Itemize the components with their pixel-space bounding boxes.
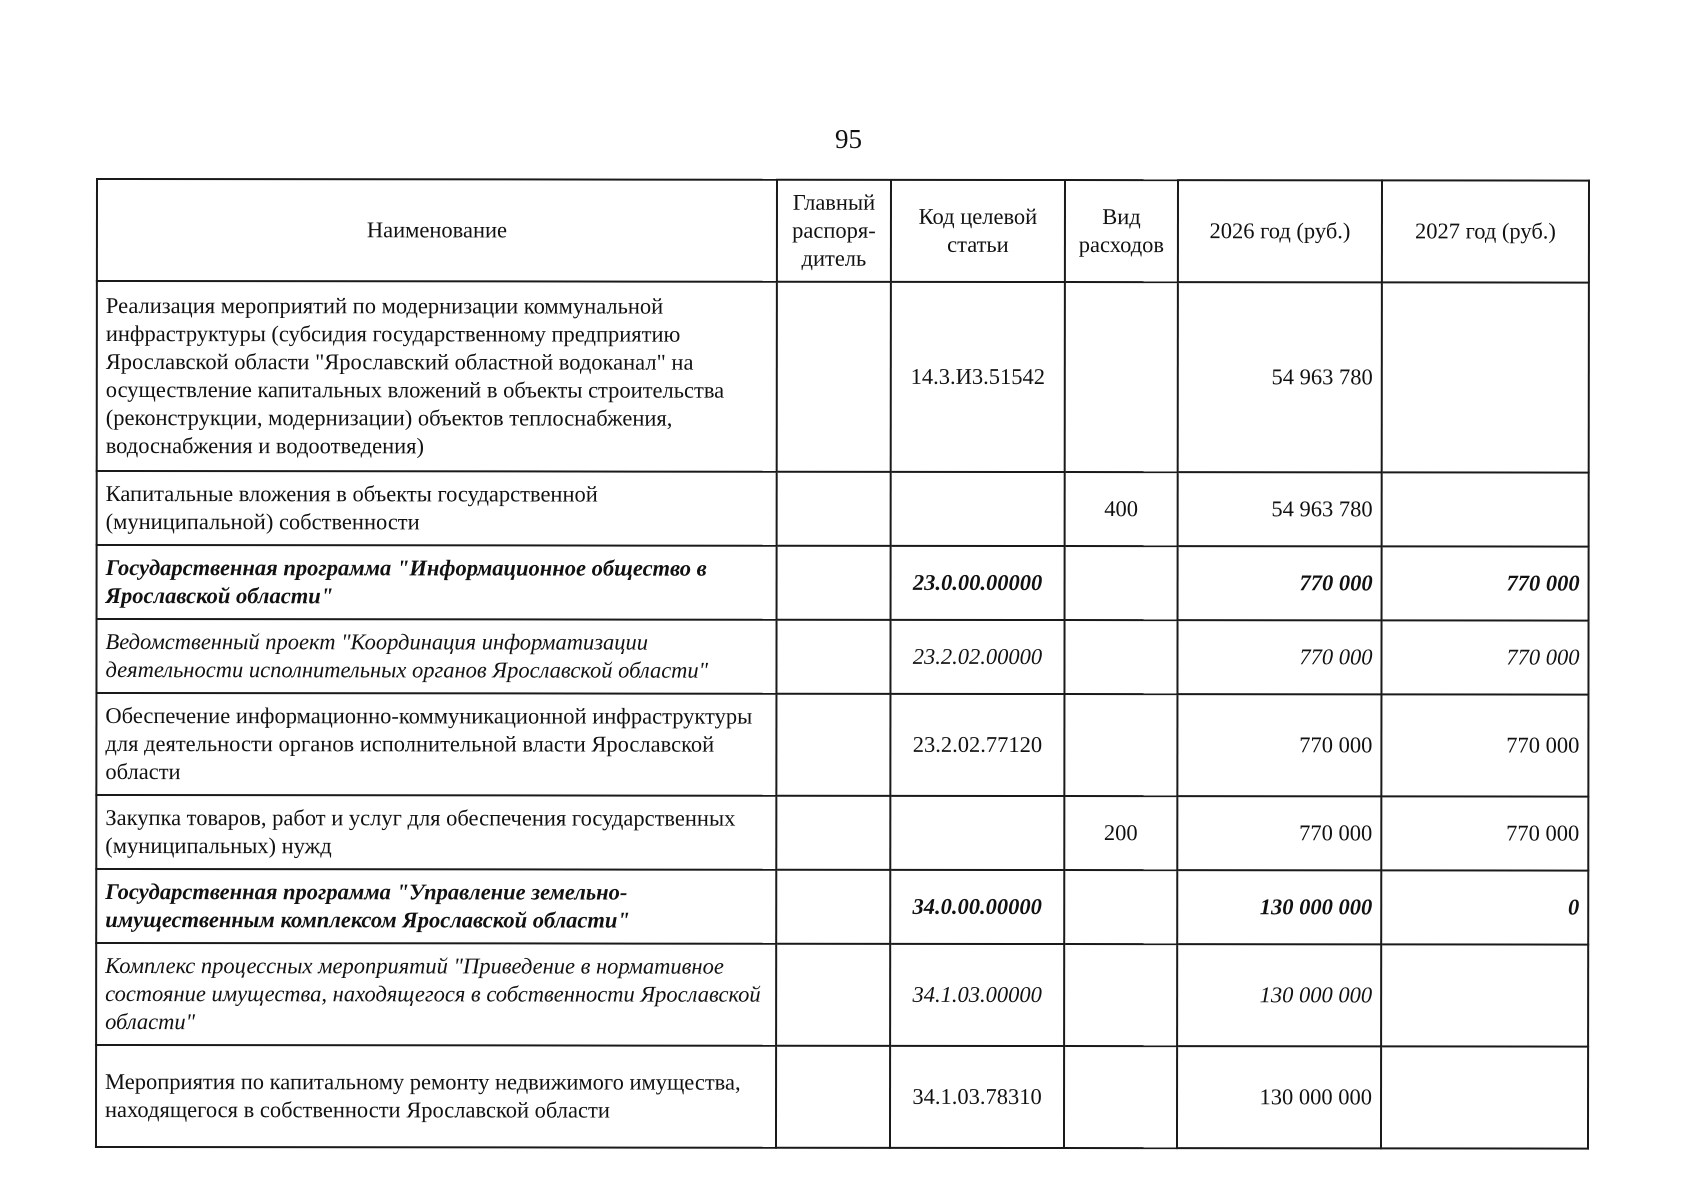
cell-manager (776, 796, 890, 870)
cell-name: Реализация мероприятий по модернизации коммунальной инфраструктуры (субсидия государственному предприятию Ярославской области "Ярославский областной водоканал" на осуществление капитальных вложений в объекты строительства (реконструкции, модернизации) объектов теплоснабжения, водоснабжения и водоотведения) (97, 281, 777, 472)
cell-2027: 770 000 (1381, 796, 1588, 870)
cell-code: 23.2.02.77120 (890, 694, 1064, 796)
cell-2027: 770 000 (1382, 546, 1589, 620)
cell-2026: 130 000 000 (1177, 944, 1381, 1046)
cell-vid: 200 (1064, 796, 1177, 870)
cell-manager (776, 694, 890, 796)
cell-code (890, 796, 1064, 870)
cell-name: Мероприятия по капитальному ремонту недвижимого имущества, находящегося в собственности Ярославской области (96, 1045, 776, 1148)
header-2026: 2026 год (руб.) (1178, 180, 1382, 282)
table-row (96, 795, 1588, 871)
cell-name: Государственная программа "Информационное общество в Ярославской области" (97, 545, 777, 620)
cell-2026: 770 000 (1177, 620, 1381, 694)
cell-code: 34.1.03.00000 (890, 944, 1064, 1046)
cell-manager (777, 282, 891, 472)
cell-manager (776, 870, 890, 944)
cell-code: 34.1.03.78310 (890, 1046, 1064, 1148)
page-number: 95 (835, 124, 862, 154)
header-name: Наименование (97, 179, 777, 282)
header-manager: Главный распоря-дитель (777, 180, 891, 282)
header-2027: 2027 год (руб.) (1382, 180, 1589, 282)
header-vid: Вид расходов (1065, 180, 1178, 282)
cell-vid (1065, 546, 1178, 620)
cell-manager (776, 1046, 890, 1148)
cell-2026: 770 000 (1178, 546, 1382, 620)
cell-code: 34.0.00.00000 (890, 870, 1064, 944)
cell-manager (777, 546, 891, 620)
cell-name: Комплекс процессных мероприятий "Приведение в нормативное состояние имущества, находящегося в собственности Ярославской области" (96, 943, 776, 1046)
cell-2026: 54 963 780 (1178, 282, 1382, 472)
table-row (97, 545, 1589, 621)
cell-code (891, 472, 1065, 546)
budget-table (95, 178, 1590, 1150)
table-header-row (97, 179, 1589, 283)
cell-2026: 130 000 000 (1177, 1046, 1381, 1148)
table-row (96, 619, 1588, 695)
table-row (97, 281, 1589, 473)
cell-vid (1064, 870, 1177, 944)
cell-2026: 130 000 000 (1177, 870, 1381, 944)
table-row (97, 471, 1589, 547)
cell-2027 (1382, 472, 1589, 546)
table-row (96, 1045, 1588, 1149)
cell-vid (1064, 944, 1177, 1046)
cell-2026: 54 963 780 (1178, 472, 1382, 546)
cell-vid (1064, 694, 1177, 796)
cell-name: Закупка товаров, работ и услуг для обеспечения государственных (муниципальных) нужд (96, 795, 776, 870)
cell-name: Капитальные вложения в объекты государственной (муниципальной) собственности (97, 471, 777, 546)
cell-2026: 770 000 (1177, 796, 1381, 870)
cell-code: 14.3.И3.51542 (891, 282, 1065, 472)
cell-2027 (1382, 282, 1589, 472)
cell-2027: 770 000 (1381, 694, 1588, 796)
cell-2027: 770 000 (1381, 620, 1588, 694)
cell-manager (777, 472, 891, 546)
cell-code: 23.2.02.00000 (890, 620, 1064, 694)
cell-vid: 400 (1065, 472, 1178, 546)
header-code: Код целевой статьи (891, 180, 1065, 282)
cell-vid (1065, 282, 1178, 472)
table-row (96, 693, 1588, 797)
cell-code: 23.0.00.00000 (891, 546, 1065, 620)
cell-name: Обеспечение информационно-коммуникационной инфраструктуры для деятельности органов исполнительной власти Ярославской области (96, 693, 776, 796)
cell-vid (1064, 1046, 1177, 1148)
cell-2027 (1381, 1046, 1588, 1148)
table-row (96, 869, 1588, 945)
cell-2027 (1381, 944, 1588, 1046)
cell-manager (776, 620, 890, 694)
cell-name: Ведомственный проект "Координация информатизации деятельности исполнительных органов Ярославской области" (96, 619, 776, 694)
cell-name: Государственная программа "Управление земельно-имущественным комплексом Ярославской области" (96, 869, 776, 944)
cell-2027: 0 (1381, 870, 1588, 944)
cell-vid (1064, 620, 1177, 694)
cell-manager (776, 944, 890, 1046)
cell-2026: 770 000 (1177, 694, 1381, 796)
table-row (96, 943, 1588, 1047)
